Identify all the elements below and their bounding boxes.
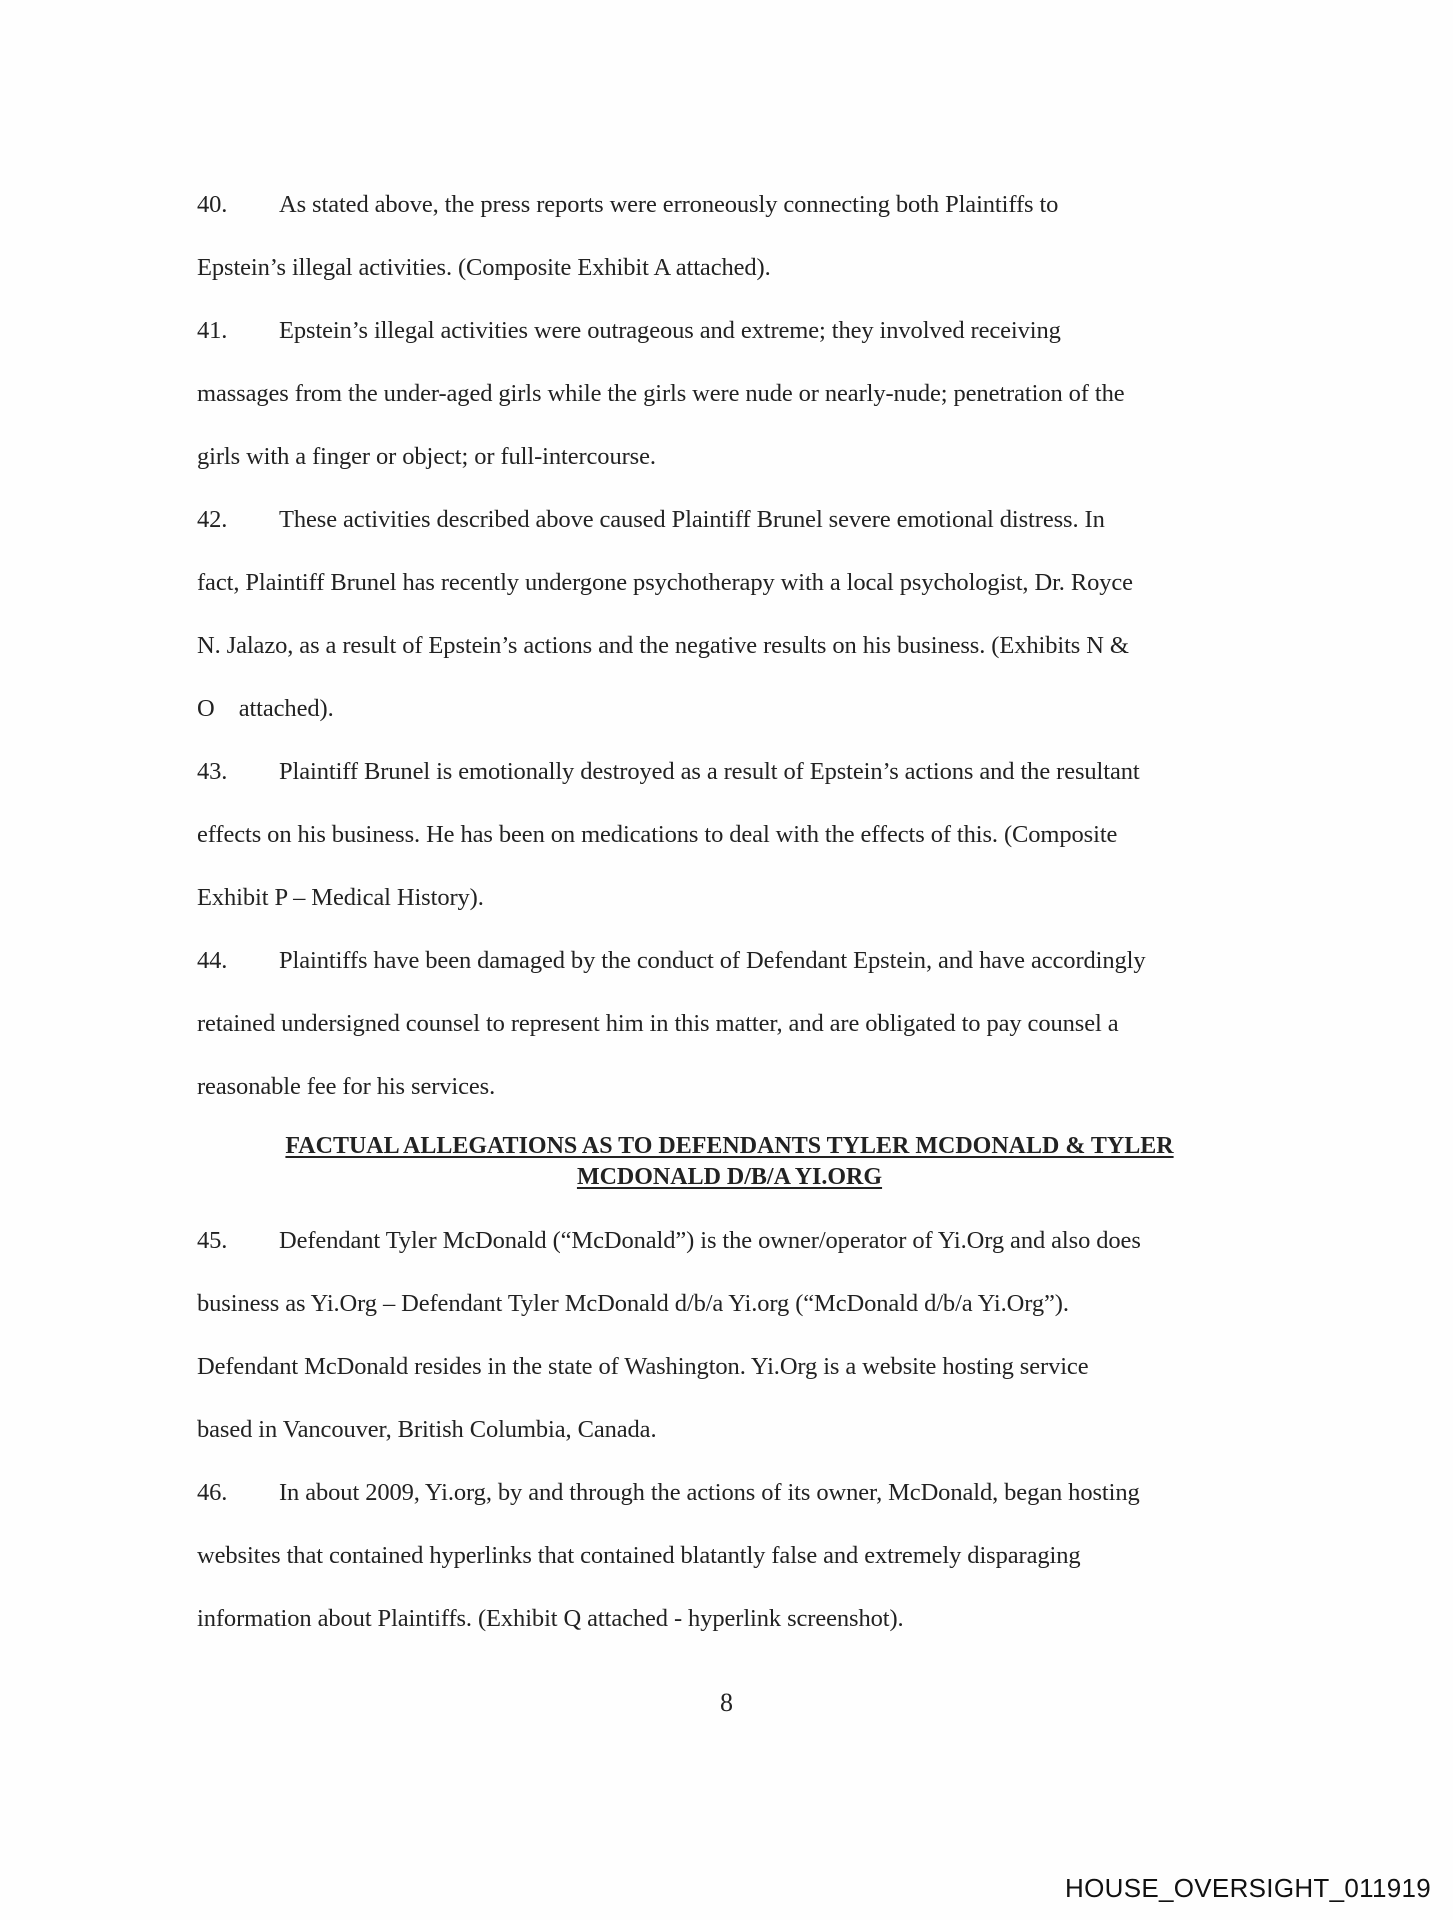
paragraph-number: 43. [197, 758, 228, 785]
paragraph-46-line-1 [197, 1478, 1262, 1508]
section-heading-line-2: MCDONALD D/B/A YI.ORG [576, 1164, 883, 1190]
paragraph-42-line-4: O attached). [197, 695, 334, 722]
paragraph-44-line-2: retained undersigned counsel to represent him in this matter, and are obligated to pay counsel a [197, 1010, 1119, 1037]
paragraph-44-line-1 [197, 946, 1262, 976]
paragraph-45-line-1 [197, 1226, 1262, 1256]
paragraph-43-line-3: Exhibit P – Medical History). [197, 884, 484, 911]
paragraph-42-line-1 [197, 505, 1262, 535]
paragraph-44-line-3: reasonable fee for his services. [197, 1073, 496, 1100]
paragraph-41-line-3: girls with a finger or object; or full-intercourse. [197, 443, 656, 470]
paragraph-number: 44. [197, 947, 228, 974]
paragraph-text: Epstein’s illegal activities were outrageous and extreme; they involved receiving [279, 317, 1061, 344]
paragraph-40-line-1 [197, 190, 1262, 220]
bates-stamp: HOUSE_OVERSIGHT_011919 [1065, 1873, 1431, 1903]
paragraph-text: Plaintiffs have been damaged by the conduct of Defendant Epstein, and have accordingly [279, 947, 1146, 974]
paragraph-text: Defendant Tyler McDonald (“McDonald”) is the owner/operator of Yi.Org and also does [279, 1227, 1141, 1254]
paragraph-46-line-2: websites that contained hyperlinks that contained blatantly false and extremely disparaging [197, 1542, 1081, 1569]
page-number: 8 [720, 1688, 733, 1717]
paragraph-text: As stated above, the press reports were erroneously connecting both Plaintiffs to [279, 191, 1059, 218]
paragraph-text: These activities described above caused Plaintiff Brunel severe emotional distress. In [279, 506, 1105, 533]
paragraph-number: 42. [197, 506, 228, 533]
paragraph-43-line-2: effects on his business. He has been on medications to deal with the effects of this. (Composite [197, 821, 1118, 848]
paragraph-41-line-1 [197, 316, 1262, 346]
paragraph-46-line-3: information about Plaintiffs. (Exhibit Q attached - hyperlink screenshot). [197, 1605, 904, 1632]
paragraph-45-line-3: Defendant McDonald resides in the state of Washington. Yi.Org is a website hosting service [197, 1353, 1089, 1380]
paragraph-43-line-1 [197, 757, 1262, 787]
paragraph-41-line-2: massages from the under-aged girls while the girls were nude or nearly-nude; penetration of the [197, 380, 1125, 407]
paragraph-45-line-4: based in Vancouver, British Columbia, Canada. [197, 1416, 657, 1443]
paragraph-text: Plaintiff Brunel is emotionally destroyed as a result of Epstein’s actions and the resultant [279, 758, 1140, 785]
paragraph-45-line-2: business as Yi.Org – Defendant Tyler McDonald d/b/a Yi.org (“McDonald d/b/a Yi.Org”). [197, 1290, 1069, 1317]
paragraph-number: 41. [197, 317, 228, 344]
paragraph-text: In about 2009, Yi.org, by and through the actions of its owner, McDonald, began hosting [279, 1479, 1140, 1506]
paragraph-number: 46. [197, 1479, 228, 1506]
paragraph-number: 40. [197, 191, 228, 218]
paragraph-42-line-2: fact, Plaintiff Brunel has recently undergone psychotherapy with a local psychologist, Dr. Royce [197, 569, 1133, 596]
paragraph-40-line-2: Epstein’s illegal activities. (Composite Exhibit A attached). [197, 254, 771, 281]
section-heading-line-1: FACTUAL ALLEGATIONS AS TO DEFENDANTS TYLER MCDONALD & TYLER [285, 1133, 1174, 1159]
paragraph-42-line-3: N. Jalazo, as a result of Epstein’s actions and the negative results on his business. (Exhibits N & [197, 632, 1129, 659]
paragraph-number: 45. [197, 1227, 228, 1254]
